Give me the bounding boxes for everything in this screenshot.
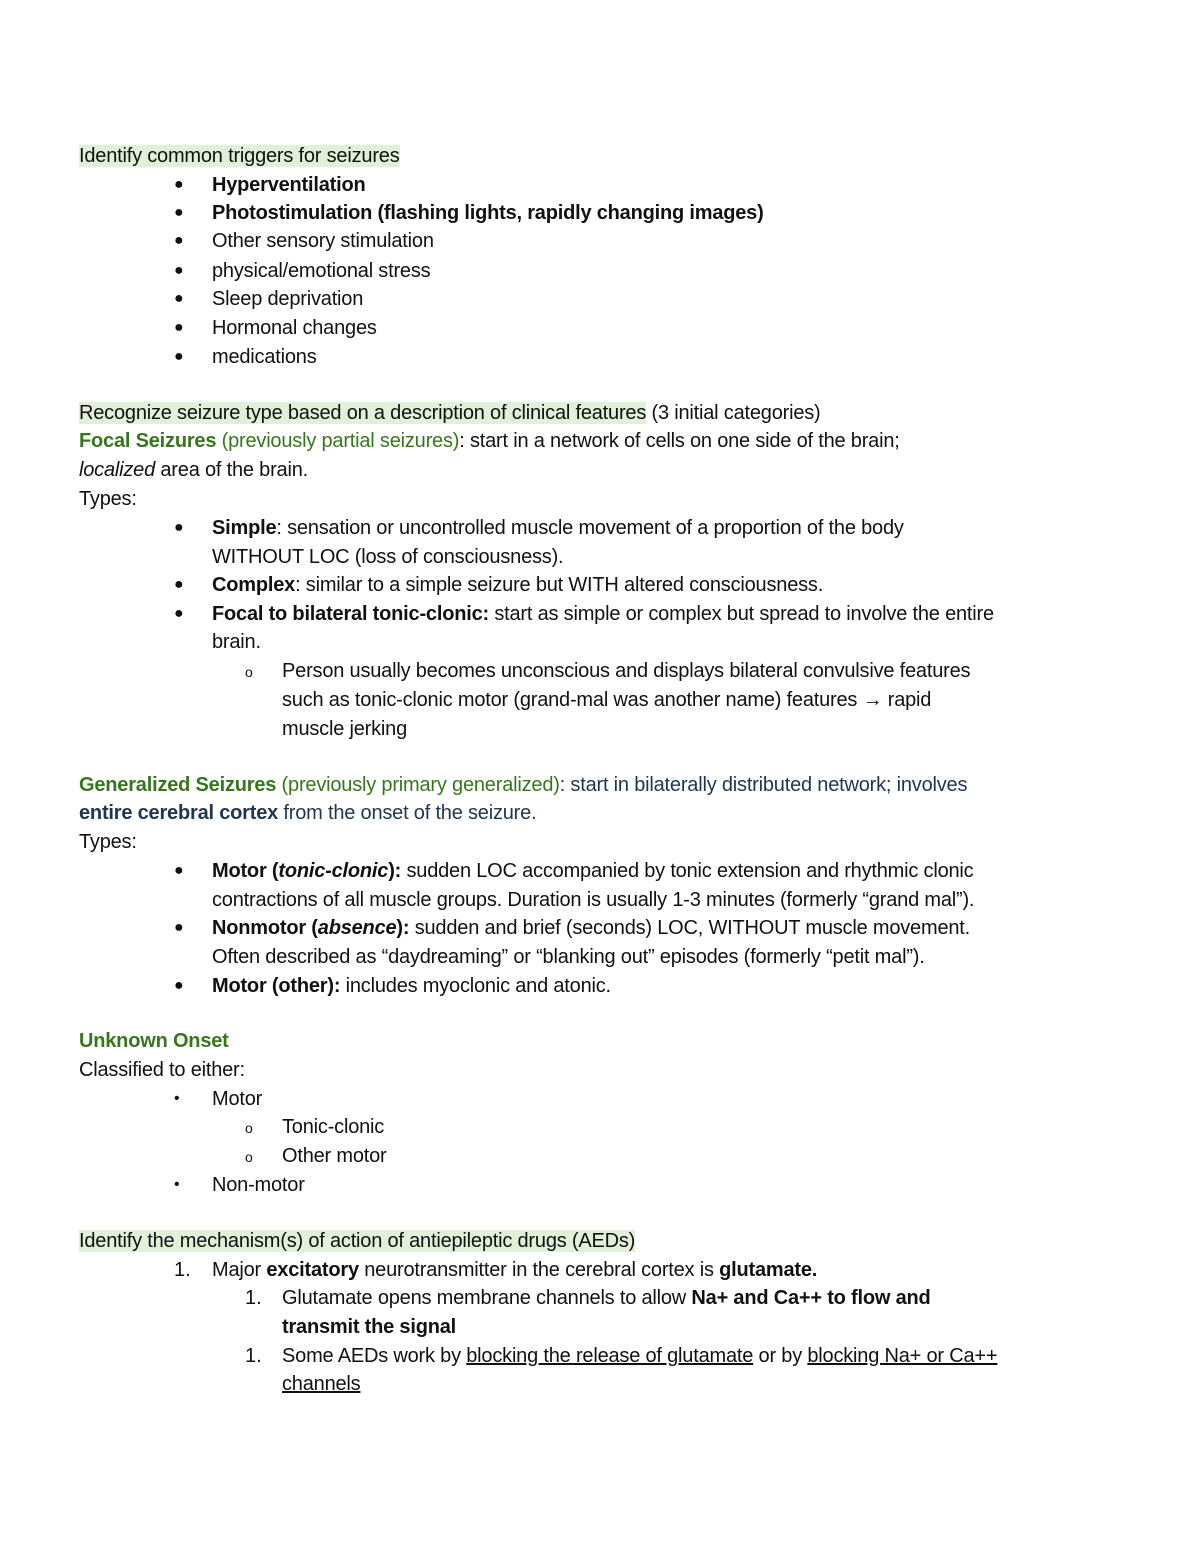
trigger-item: Hormonal changes — [212, 317, 377, 339]
aed-sub-item-1: Glutamate opens membrane channels to allow Na+ and Ca++ to flow and — [282, 1287, 931, 1309]
circle-bullet-icon: o — [245, 664, 253, 680]
aed-heading: Identify the mechanism(s) of action of antiepileptic drugs (AEDs) — [79, 1230, 636, 1252]
trigger-item: Sleep deprivation — [212, 288, 364, 310]
circle-bullet-icon: o — [245, 1120, 253, 1136]
trigger-item: Other sensory stimulation — [212, 230, 434, 252]
bullet-icon: ● — [174, 519, 184, 536]
generalized-types-label: Types: — [79, 831, 137, 853]
bullet-icon: ● — [174, 290, 184, 307]
bullet-icon: ● — [174, 862, 184, 879]
generalized-nonmotor-cont: Often described as “daydreaming” or “blanking out” episodes (formerly “petit mal”). — [212, 946, 925, 968]
focal-definition: Focal Seizures (previously partial seizures): start in a network of cells on one side of the brain; — [79, 430, 900, 452]
focal-sub-line: such as tonic-clonic motor (grand-mal was another name) features → rapid — [282, 689, 932, 711]
bullet-icon: ● — [174, 319, 184, 336]
focal-types-label: Types: — [79, 488, 137, 510]
bullet-icon: ● — [174, 576, 184, 593]
generalized-nonmotor: Nonmotor (absence): sudden and brief (seconds) LOC, WITHOUT muscle movement. — [212, 917, 971, 939]
generalized-definition-cont: entire cerebral cortex from the onset of the seizure. — [79, 802, 537, 824]
focal-simple-cont: WITHOUT LOC (loss of consciousness). — [212, 546, 564, 568]
focal-to-bilateral: Focal to bilateral tonic-clonic: start as simple or complex but spread to involve the entire — [212, 603, 994, 625]
focal-definition-cont: localized area of the brain. — [79, 459, 308, 481]
generalized-motor: Motor (tonic-clonic): sudden LOC accompanied by tonic extension and rhythmic clonic — [212, 860, 974, 882]
trigger-item: Hyperventilation — [212, 174, 366, 196]
unknown-motor: Motor — [212, 1088, 263, 1110]
focal-complex: Complex: similar to a simple seizure but WITH altered consciousness. — [212, 574, 824, 596]
aed-sub-item-2-cont: channels — [282, 1373, 361, 1395]
unknown-classified: Classified to either: — [79, 1059, 245, 1081]
triggers-heading: Identify common triggers for seizures — [79, 145, 400, 167]
bullet-icon: • — [174, 1090, 180, 1107]
unknown-other-motor: Other motor — [282, 1145, 387, 1167]
unknown-onset-title: Unknown Onset — [79, 1030, 229, 1052]
aed-sub-item-2: Some AEDs work by blocking the release of glutamate or by blocking Na+ or Ca++ — [282, 1345, 998, 1367]
bullet-icon: ● — [174, 262, 184, 279]
generalized-motor-other: Motor (other): includes myoclonic and atonic. — [212, 975, 611, 997]
trigger-item: medications — [212, 346, 317, 368]
bullet-icon: ● — [174, 977, 184, 994]
bullet-icon: ● — [174, 919, 184, 936]
list-number: 1. — [174, 1259, 191, 1281]
circle-bullet-icon: o — [245, 1149, 253, 1165]
list-number: 1. — [245, 1287, 262, 1309]
bullet-icon: ● — [174, 348, 184, 365]
focal-to-bilateral-cont: brain. — [212, 631, 261, 653]
generalized-definition: Generalized Seizures (previously primary generalized): start in bilaterally distributed network; involves — [79, 774, 968, 796]
trigger-item: physical/emotional stress — [212, 260, 431, 282]
recognize-heading: Recognize seizure type based on a description of clinical features (3 initial categories) — [79, 402, 821, 424]
list-number: 1. — [245, 1345, 262, 1367]
unknown-non-motor: Non-motor — [212, 1174, 305, 1196]
focal-sub-line: Person usually becomes unconscious and displays bilateral convulsive features — [282, 660, 971, 682]
focal-simple: Simple: sensation or uncontrolled muscle movement of a proportion of the body — [212, 517, 904, 539]
bullet-icon: ● — [174, 204, 184, 221]
bullet-icon: ● — [174, 176, 184, 193]
aed-item-1: Major excitatory neurotransmitter in the cerebral cortex is glutamate. — [212, 1259, 818, 1281]
focal-sub-line: muscle jerking — [282, 718, 408, 740]
aed-sub-item-1-cont: transmit the signal — [282, 1316, 457, 1338]
trigger-item: Photostimulation (flashing lights, rapidly changing images) — [212, 202, 764, 224]
bullet-icon: • — [174, 1176, 180, 1193]
bullet-icon: ● — [174, 605, 184, 622]
generalized-motor-cont: contractions of all muscle groups. Duration is usually 1-3 minutes (formerly “grand mal”). — [212, 889, 975, 911]
unknown-tonic-clonic: Tonic-clonic — [282, 1116, 385, 1138]
bullet-icon: ● — [174, 232, 184, 249]
